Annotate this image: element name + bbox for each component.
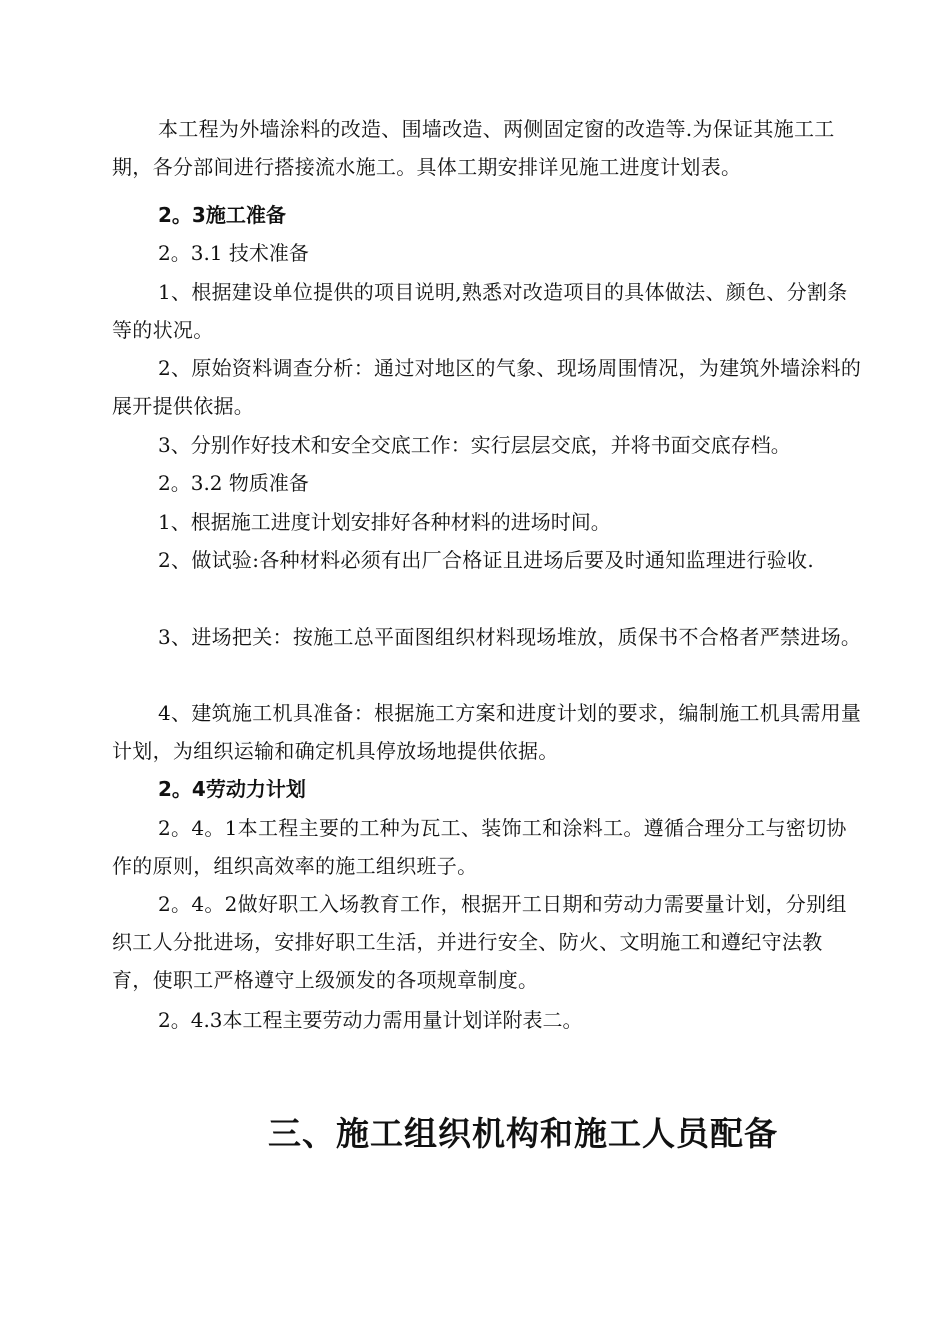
paragraph-2-4-3: 2。4.3本工程主要劳动力需用量计划详附表二。 <box>158 1008 583 1032</box>
chapter-title: 三、施工组织机构和施工人员配备 <box>268 1114 778 1153</box>
subsection-heading-2-3-1: 2。3.1 技术准备 <box>158 241 309 265</box>
section-heading-2-4: 2。4劳动力计划 <box>158 777 306 801</box>
paragraph-2-3-1-item-1: 1、根据建设单位提供的项目说明,熟悉对改造项目的具体做法、颜色、分割条等的状况。 <box>112 280 848 342</box>
subsection-heading-2-3-2: 2。3.2 物质准备 <box>158 471 309 495</box>
paragraph-2-3-1-item-3: 3、分别作好技术和安全交底工作：实行层层交底，并将书面交底存档。 <box>158 433 791 457</box>
paragraph-2-3-1-item-2: 2、原始资料调查分析：通过对地区的气象、现场周围情况，为建筑外墙涂料的展开提供依据。 <box>112 356 862 418</box>
paragraph-2-4-1: 2。4。1本工程主要的工种为瓦工、装饰工和涂料工。遵循合理分工与密切协作的原则，组织高效率的施工组织班子。 <box>112 816 847 878</box>
paragraph-2-3-2-item-1: 1、根据施工进度计划安排好各种材料的进场时间。 <box>158 510 611 534</box>
section-heading-2-3: 2。3施工准备 <box>158 203 286 227</box>
paragraph-2-3-2-item-2: 2、做试验:各种材料必须有出厂合格证且进场后要及时通知监理进行验收. <box>158 548 815 572</box>
paragraph-2-4-2: 2。4。2做好职工入场教育工作，根据开工日期和劳动力需要量计划，分别组织工人分批进场，安排好职工生活，并进行安全、防火、文明施工和遵纪守法教育，使职工严格遵守上级颁发的各项规章制度。 <box>112 892 847 992</box>
intro-paragraph: 本工程为外墙涂料的改造、围墙改造、两侧固定窗的改造等.为保证其施工工期，各分部间进行搭接流水施工。具体工期安排详见施工进度计划表。 <box>112 117 835 179</box>
paragraph-2-3-2-item-4: 4、建筑施工机具准备：根据施工方案和进度计划的要求，编制施工机具需用量计划，为组织运输和确定机具停放场地提供依据。 <box>112 701 862 763</box>
paragraph-2-3-2-item-3: 3、进场把关：按施工总平面图组织材料现场堆放，质保书不合格者严禁进场。 <box>158 625 862 649</box>
